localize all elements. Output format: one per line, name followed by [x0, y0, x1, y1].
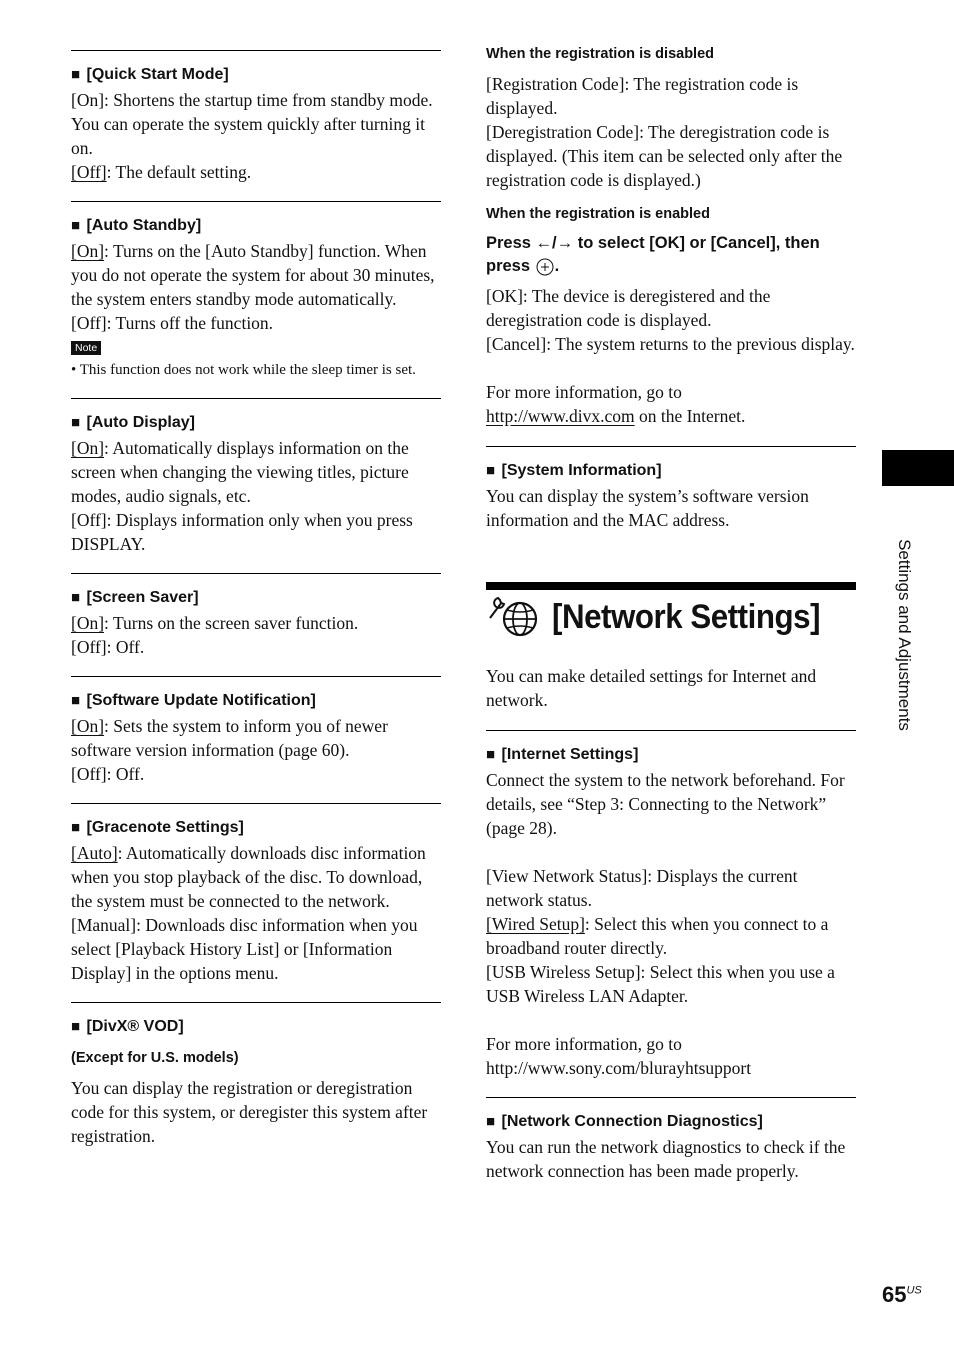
- network-settings-title: [Network Settings]: [552, 597, 821, 636]
- square-bullet-icon: ■: [71, 819, 81, 836]
- divx-link[interactable]: http://www.divx.com: [486, 406, 635, 426]
- note-badge: Note: [71, 341, 101, 355]
- option-on: [On]: Sets the system to inform you of newer software version information (page 60).: [71, 716, 388, 760]
- software-update-section: [71, 676, 441, 786]
- square-bullet-icon: ■: [486, 746, 496, 763]
- square-bullet-icon: ■: [486, 462, 496, 479]
- system-info-body: You can display the system’s software version information and the MAC address.: [486, 486, 809, 530]
- square-bullet-icon: ■: [71, 414, 81, 431]
- option-off: [Off]: Displays information only when you press DISPLAY.: [71, 510, 413, 554]
- chapter-label: Settings and Adjustments: [895, 539, 914, 731]
- except-us-note: (Except for U.S. models): [71, 1050, 239, 1066]
- internet-settings-section: [486, 730, 856, 1080]
- section-heading: ■ [DivX® VOD]: [71, 1018, 184, 1035]
- wired-option: [Wired Setup]: Select this when you connect to a broadband router directly.: [486, 914, 829, 958]
- instruction-step: Press ←/→ to select [OK] or [Cancel], then press .: [486, 234, 820, 275]
- square-bullet-icon: ■: [71, 1018, 81, 1035]
- enter-button-icon: [535, 257, 555, 277]
- auto-display-section: [71, 398, 441, 556]
- divx-section: [71, 1002, 441, 1148]
- section-heading: ■ [Network Connection Diagnostics]: [486, 1113, 763, 1130]
- quick-start-section: [71, 50, 441, 184]
- section-heading: ■ [Auto Standby]: [71, 217, 202, 234]
- option-on: [On]: Turns on the screen saver function.: [71, 613, 359, 633]
- divx-body: You can display the registration or deregistration code for this system, or deregister this system after registration.: [71, 1078, 428, 1146]
- cancel-option: [Cancel]: The system returns to the previous display.: [486, 334, 855, 354]
- section-heading: ■ [Auto Display]: [71, 414, 195, 431]
- square-bullet-icon: ■: [486, 1113, 496, 1130]
- section-heading: ■ [Internet Settings]: [486, 746, 639, 763]
- note-text: • This function does not work while the sleep timer is set.: [71, 362, 416, 378]
- option-on: [On]: Automatically displays information on the screen when changing the viewing titles, picture modes, audio signals, etc.: [71, 438, 409, 506]
- system-info-section: [486, 446, 856, 532]
- right-column: [486, 46, 856, 1200]
- network-title-bar: [486, 582, 856, 640]
- more-info: For more information, go to: [486, 1034, 682, 1054]
- chapter-tab: [882, 450, 954, 486]
- ok-option: [OK]: The device is deregistered and the deregistration code is displayed.: [486, 286, 771, 330]
- section-heading: ■ [Quick Start Mode]: [71, 66, 229, 83]
- option-on: [On]: Shortens the startup time from standby mode. You can operate the system quickly after turning it on.: [71, 90, 433, 158]
- screen-saver-section: [71, 573, 441, 659]
- reg-enabled-heading: When the registration is enabled: [486, 206, 710, 222]
- option-on: [On]: Turns on the [Auto Standby] function. When you do not operate the system for about 30 minutes, the system enters standby mode automatically.: [71, 241, 435, 309]
- diagnostics-body: You can run the network diagnostics to check if the network connection has been made properly.: [486, 1137, 846, 1181]
- usb-option: [USB Wireless Setup]: Select this when you use a USB Wireless LAN Adapter.: [486, 962, 835, 1006]
- reg-disabled-heading: When the registration is disabled: [486, 46, 715, 62]
- more-info: For more information, go to http://www.divx.com on the Internet.: [486, 382, 746, 426]
- auto-standby-section: [71, 201, 441, 381]
- section-heading: ■ [Screen Saver]: [71, 589, 199, 606]
- sony-link[interactable]: http://www.sony.com/blurayhtsupport: [486, 1058, 752, 1078]
- option-off: [Off]: The default setting.: [71, 162, 252, 182]
- option-off: [Off]: Turns off the function.: [71, 313, 274, 333]
- square-bullet-icon: ■: [71, 217, 81, 234]
- page-number: $65^{US}$: [882, 1282, 922, 1307]
- left-column: [71, 50, 441, 1165]
- network-intro: You can make detailed settings for Internet and network.: [486, 666, 817, 710]
- option-off: [Off]: Off.: [71, 764, 145, 784]
- option-auto: [Auto]: Automatically downloads disc information when you stop playback of the disc. To download, the system must be connected to the network.: [71, 843, 426, 911]
- square-bullet-icon: ■: [71, 692, 81, 709]
- section-heading: ■ [Gracenote Settings]: [71, 819, 244, 836]
- internet-body: Connect the system to the network beforehand. For details, see “Step 3: Connecting to the Network” (page 28).: [486, 770, 845, 838]
- option-manual: [Manual]: Downloads disc information when you select [Playback History List] or [Information Display] in the options menu.: [71, 915, 418, 983]
- view-status-option: [View Network Status]: Displays the current network status.: [486, 866, 798, 910]
- reg-code-text: [Registration Code]: The registration code is displayed.: [486, 74, 799, 118]
- diagnostics-section: [486, 1097, 856, 1183]
- gracenote-section: [71, 803, 441, 985]
- dereg-code-text: [Deregistration Code]: The deregistration code is displayed. (This item can be selected only after the registration code is displayed.): [486, 122, 843, 190]
- network-settings-icon: [486, 594, 542, 640]
- square-bullet-icon: ■: [71, 589, 81, 606]
- option-off: [Off]: Off.: [71, 637, 145, 657]
- section-heading: ■ [Software Update Notification]: [71, 692, 316, 709]
- section-heading: ■ [System Information]: [486, 462, 662, 479]
- square-bullet-icon: ■: [71, 66, 81, 83]
